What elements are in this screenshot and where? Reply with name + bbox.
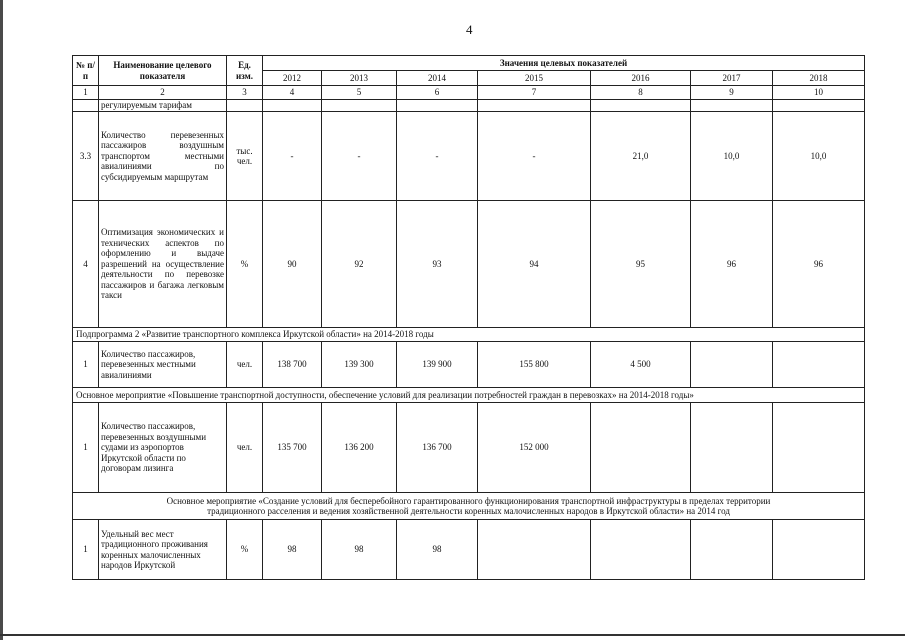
indicator-name: Удельный вес мест традиционного проживания коренных малочисленных народов Иркутской xyxy=(99,520,227,580)
header-num: № п/п xyxy=(73,56,99,86)
value-cell xyxy=(397,100,478,112)
value-cell xyxy=(691,100,773,112)
header-year: 2018 xyxy=(773,71,865,86)
value-cell: 92 xyxy=(322,201,397,328)
value-cell: 98 xyxy=(322,520,397,580)
unit-cell: чел. xyxy=(227,403,263,493)
value-cell xyxy=(478,520,591,580)
scan-bottom-edge xyxy=(0,634,905,636)
scan-left-edge xyxy=(0,0,3,640)
value-cell: 21,0 xyxy=(591,112,691,201)
main-event-title xyxy=(73,493,865,520)
header-year: 2015 xyxy=(478,71,591,86)
value-cell xyxy=(478,100,591,112)
value-cell: 93 xyxy=(397,201,478,328)
value-cell xyxy=(691,520,773,580)
col-number: 8 xyxy=(591,86,691,100)
value-cell: 138 700 xyxy=(263,342,322,388)
column-numbers-row xyxy=(73,86,865,100)
col-number: 10 xyxy=(773,86,865,100)
row-num: 1 xyxy=(73,342,99,388)
col-number: 3 xyxy=(227,86,263,100)
main-event-line: традиционного расселения и ведения хозяйственной деятельности коренных малочисленных народов в Иркутской области» на 2014 год xyxy=(207,506,730,516)
table-row xyxy=(73,403,865,493)
table-row xyxy=(73,342,865,388)
value-cell xyxy=(773,342,865,388)
unit-cell: % xyxy=(227,520,263,580)
row-num: 3.3 xyxy=(73,112,99,201)
value-cell: 96 xyxy=(691,201,773,328)
header-year: 2013 xyxy=(322,71,397,86)
header-year: 2012 xyxy=(263,71,322,86)
header-values: Значения целевых показателей xyxy=(263,56,865,71)
header-name: Наименование целевого показателя xyxy=(99,56,227,86)
subprogram-row xyxy=(73,328,865,342)
unit-cell: % xyxy=(227,201,263,328)
header-unit: Ед. изм. xyxy=(227,56,263,86)
indicator-name: Количество пассажиров, перевезенных воздушными судами из аэропортов Иркутской области по договорам лизинга xyxy=(99,403,227,493)
col-number: 4 xyxy=(263,86,322,100)
value-cell xyxy=(591,520,691,580)
value-cell xyxy=(773,520,865,580)
header-row-1 xyxy=(73,56,865,71)
table-row xyxy=(73,112,865,201)
page-number: 4 xyxy=(466,22,473,37)
row-num xyxy=(73,100,99,112)
indicator-name: Оптимизация экономических и технических аспектов по оформлению и выдаче разрешений на осуществление деятельности по перевозке пассажиров и багажа легковым такси xyxy=(99,201,227,328)
value-cell: 4 500 xyxy=(591,342,691,388)
value-cell: 98 xyxy=(397,520,478,580)
col-number: 7 xyxy=(478,86,591,100)
main-event-row xyxy=(73,493,865,520)
value-cell: 98 xyxy=(263,520,322,580)
indicator-name: регулируемым тарифам xyxy=(99,100,227,112)
col-number: 9 xyxy=(691,86,773,100)
col-number: 2 xyxy=(99,86,227,100)
unit-cell: чел. xyxy=(227,342,263,388)
table-row xyxy=(73,520,865,580)
main-event-title: Основное мероприятие «Повышение транспортной доступности, обеспечение условий для реализации потребностей граждан в перевозках» на 2014-2018 годы» xyxy=(73,388,865,403)
value-cell xyxy=(322,100,397,112)
table-row xyxy=(73,201,865,328)
unit-cell: тыс. чел. xyxy=(227,112,263,201)
subprogram-title: Подпрограмма 2 «Развитие транспортного комплекса Иркутской области» на 2014-2018 годы xyxy=(73,328,865,342)
indicator-name: Количество перевезенных пассажиров воздушным транспортом местными авиалиниями по субсидируемым маршрутам xyxy=(99,112,227,201)
unit-cell xyxy=(227,100,263,112)
row-num: 4 xyxy=(73,201,99,328)
value-cell xyxy=(591,100,691,112)
main-event-row xyxy=(73,388,865,403)
value-cell: 96 xyxy=(773,201,865,328)
value-cell: 155 800 xyxy=(478,342,591,388)
header-year: 2014 xyxy=(397,71,478,86)
col-number: 1 xyxy=(73,86,99,100)
value-cell xyxy=(263,100,322,112)
value-cell xyxy=(691,342,773,388)
value-cell: 139 300 xyxy=(322,342,397,388)
indicators-table xyxy=(72,55,865,580)
value-cell: 136 700 xyxy=(397,403,478,493)
row-num: 1 xyxy=(73,403,99,493)
table-row xyxy=(73,100,865,112)
value-cell: - xyxy=(263,112,322,201)
value-cell: 90 xyxy=(263,201,322,328)
header-year: 2017 xyxy=(691,71,773,86)
col-number: 5 xyxy=(322,86,397,100)
value-cell: 95 xyxy=(591,201,691,328)
value-cell: 139 900 xyxy=(397,342,478,388)
row-num: 1 xyxy=(73,520,99,580)
main-event-line: Основное мероприятие «Создание условий для бесперебойного гарантированного функционирования транспортной инфраструктуры в пределах территории xyxy=(166,495,771,506)
value-cell: 94 xyxy=(478,201,591,328)
value-cell: - xyxy=(397,112,478,201)
value-cell: 152 000 xyxy=(478,403,591,493)
value-cell xyxy=(773,403,865,493)
value-cell: 10,0 xyxy=(773,112,865,201)
col-number: 6 xyxy=(397,86,478,100)
header-year: 2016 xyxy=(591,71,691,86)
value-cell: 135 700 xyxy=(263,403,322,493)
value-cell xyxy=(691,403,773,493)
value-cell xyxy=(773,100,865,112)
indicator-name: Количество пассажиров, перевезенных местными авиалиниями xyxy=(99,342,227,388)
value-cell xyxy=(591,403,691,493)
value-cell: - xyxy=(478,112,591,201)
value-cell: - xyxy=(322,112,397,201)
value-cell: 10,0 xyxy=(691,112,773,201)
value-cell: 136 200 xyxy=(322,403,397,493)
